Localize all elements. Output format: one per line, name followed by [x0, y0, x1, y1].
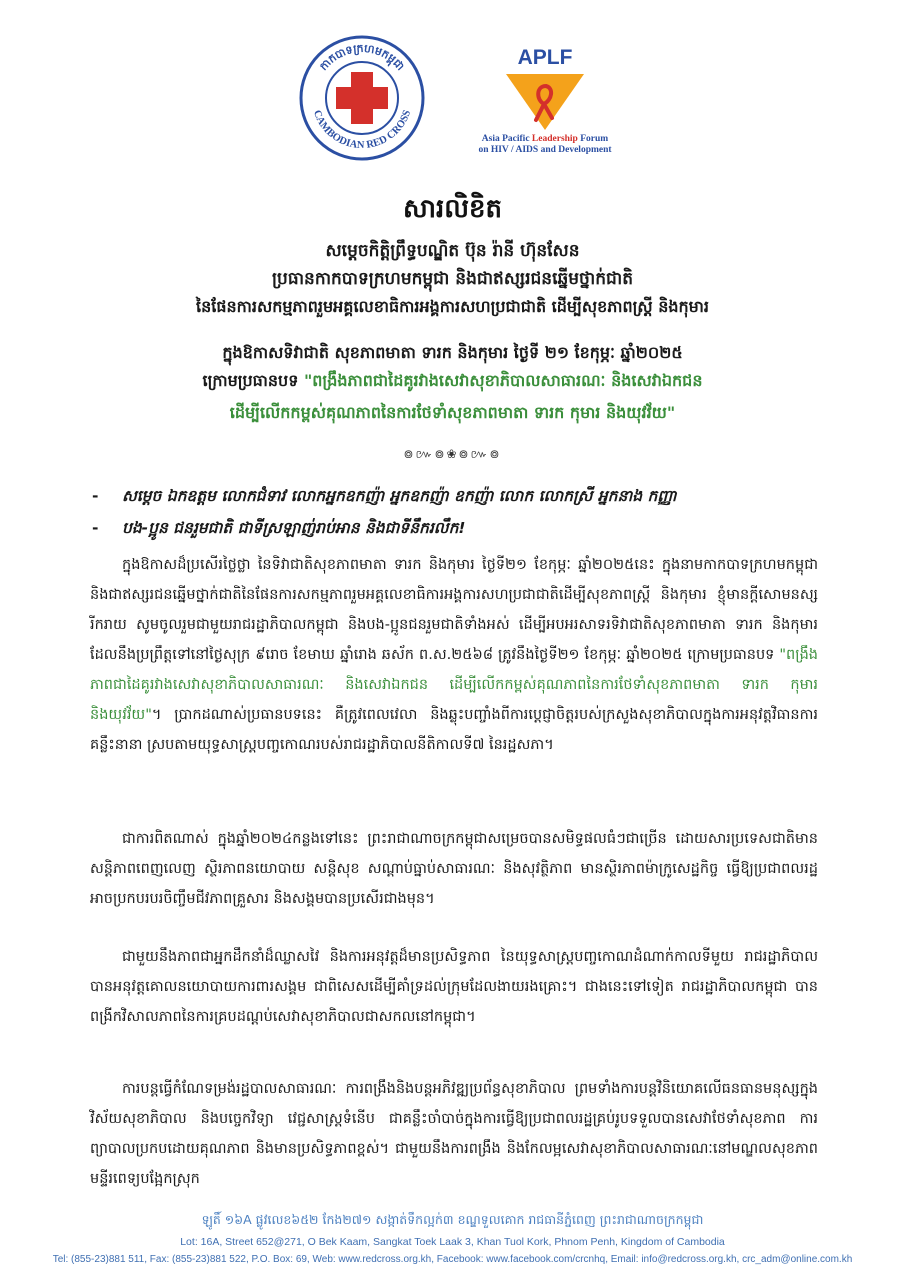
author-name: សម្ដេចកិត្តិព្រឹទ្ធបណ្ឌិត ប៊ុន រ៉ានី ហ៊ុនសែន: [325, 241, 580, 261]
aplf-subtitle: Asia Pacific Leadership Forum on HIV / AIDS and Development: [478, 134, 612, 155]
paragraph: ការបន្តធ្វើកំណែទម្រង់រដ្ឋបាលសាធារណៈ ការពង្រឹងនិងបន្តអភិវឌ្ឍប្រព័ន្ធសុខាភិបាល ព្រមទាំងការបន្តវិនិយោគលើធនធានមនុស្សក្នុងវិស័យសុខាភិបាល និងបច្ចេកវិទ្យា វេជ្ជសាស្ត្រទំនើប ជាគន្លឹះចាំបាច់ក្នុងការធ្វើឱ្យប្រជាពលរដ្ឋគ្រប់រូបទទួលបានសេវាថែទាំសុខភាព ការព្យាបាលប្រកបដោយគុណភាព និងមានប្រសិទ្ធភាពខ្ពស់។ ជាមួយនឹងការពង្រឹង និងកែលម្អសេវាសុខាភិបាលសាធារណៈនៅមណ្ឌលសុខភាព មន្ទីរពេទ្យបង្អែកស្រុក: [90, 1081, 818, 1187]
author-role-2: នៃផែនការសកម្មភាពរួមអគ្គលេខាធិការអង្គការសហប្រជាជាតិ ដើម្បីសុខភាពស្ត្រី និងកុមារ: [196, 297, 709, 316]
aplf-title: APLF: [517, 46, 573, 69]
theme-line: [0, 370, 905, 394]
theme-text-continued: ដើម្បីលើកកម្ពស់គុណភាពនៃការថែទាំសុខភាពមាតា ទារក កុមារ និងយុវវ័យ": [229, 403, 676, 422]
paragraph: ក្នុងឱកាសដ៏ប្រសើរថ្លៃថ្លា នៃទិវាជាតិសុខភាពមាតា ទារក និងកុមារ ថ្ងៃទី២១ ខែកុម្ភៈ ឆ្នាំ២០២៥នេះ ក្នុងនាមកាកបាទក្រហមកម្ពុជា និងជាឥស្សរជនឆ្នើមថ្នាក់ជាតិនៃផែនការសកម្មភាពរួមអគ្គលេខាធិការអង្គការសហប្រជាជាតិដើម្បីសុខភាពស្ត្រី និងកុមារ ខ្ញុំមានក្ដីសោមនស្សរីករាយ សូមចូលរួមជាមួយរាជរដ្ឋាភិបាលកម្ពុជា និងបង-ប្អូនជនរួមជាតិទាំងអស់ ដើម្បីអបអរសាទរទិវាជាតិសុខភាពមាតា ទារក និងកុមារ ដែលនឹងប្រព្រឹត្តទៅនៅថ្ងៃសុក្រ ៩រោច ខែមាឃ ឆ្នាំរោង ឆស័ក ព.ស.២៥៦៨ ត្រូវនឹងថ្ងៃទី២១ ខែកុម្ភៈ ឆ្នាំ២០២៥ ក្រោមប្រធានបទ "ពង្រឹងភាពជាដៃគូរវាងសេវាសុខាភិបាលសាធារណៈ និងសេវាឯកជន ដើម្បីលើកកម្ពស់គុណភាពនៃការថែទាំសុខភាពមាតា ទារក កុមារ និងយុវវ័យ"។ ប្រាកដណាស់ប្រធានបទនេះ គឺត្រូវពេលវេលា និងឆ្លុះបញ្ចាំងពីការប្ដេជ្ញាចិត្តរបស់ក្រសួងសុខាភិបាលក្នុងការអនុវត្តវិធានការគន្លឹះនានា ស្របតាមយុទ្ធសាស្ត្របញ្ចកោណរបស់រាជរដ្ឋាភិបាលនីតិកាលទី៧ នៃរដ្ឋសភា។: [90, 557, 818, 753]
theme-label: ក្រោមប្រធានបទ: [202, 371, 299, 390]
author-role: ប្រធានកាកបាទក្រហមកម្ពុជា និងជាឥស្សរជនឆ្នើមថ្នាក់ជាតិ: [271, 269, 634, 289]
occasion-line: ក្នុងឱកាសទិវាជាតិ សុខភាពមាតា ទារក និងកុមារ ថ្ងៃទី ២១ ខែកុម្ភៈ ឆ្នាំ២០២៥: [222, 343, 683, 362]
theme-quote: "ពង្រឹងភាពជាដៃគូរវាងសេវាសុខាភិបាលសាធារណៈ និងសេវាឯកជន ដើម្បីលើកកម្ពស់គុណភាពនៃការថែទាំសុខភាពមាតា ទារក កុមារ និងយុវវ័យ": [90, 647, 818, 723]
footer-address: Lot: 16A, Street 652@271, O Bek Kaam, Sangkat Toek Laak 3, Khan Tuol Kork, Phnom Penh, Kingdom of Cambodia: [180, 1236, 725, 1248]
footer-contacts: Tel: (855-23)881 511, Fax: (855-23)881 522, P.O. Box: 69, Web: www.redcross.org.kh, Facebook: www.facebook.com/crcnhq, Email: info@redcross.org.kh, crc_adm@online.com.kh: [52, 1254, 853, 1265]
letter-title: សារលិខិត: [402, 194, 503, 224]
paragraph: ជាមួយនឹងភាពជាអ្នកដឹកនាំដ៏ឈ្លាសវៃ និងការអនុវត្តដ៏មានប្រសិទ្ធភាព នៃយុទ្ធសាស្ត្របញ្ចកោណដំណាក់កាលទីមួយ រាជរដ្ឋាភិបាលបានអនុវត្តគោលនយោបាយការពារសង្គម ជាពិសេសដើម្បីគាំទ្រដល់ក្រុមដែលងាយរងគ្រោះ។ ជាងនេះទៅទៀត រាជរដ្ឋាភិបាលកម្ពុជា បានពង្រីកវិសាលភាពនៃការគ្របដណ្ដប់សេវាសុខាភិបាលជាសកលនៅកម្ពុជា។: [90, 949, 818, 1025]
greeting-line: - សម្ដេច ឯកឧត្ដម លោកជំទាវ លោកអ្នកឧកញ៉ា អ្នកឧកញ៉ា ឧកញ៉ា លោក លោកស្រី អ្នកនាង កញ្ញា: [92, 487, 677, 505]
ornament-divider: ៙៚៙❀៙៚៙: [403, 447, 502, 461]
greeting-line: - បង-ប្អូន ជនរួមជាតិ ជាទីស្រឡាញ់រាប់អាន និងជាទីនឹករលឹក!: [92, 519, 466, 537]
svg-text:កាកបាទក្រហមកម្ពុជា: កាកបាទក្រហមកម្ពុជា: [316, 41, 408, 74]
svg-text:CAMBODIAN RED CROSS: CAMBODIAN RED CROSS: [310, 108, 414, 152]
red-ribbon-triangle-icon: [506, 74, 584, 134]
cambodian-red-cross-logo: [298, 34, 426, 162]
theme-text: "ពង្រឹងភាពជាដៃគូរវាងសេវាសុខាភិបាលសាធារណៈ និងសេវាឯកជន: [303, 371, 703, 390]
aplf-logo: [470, 40, 620, 165]
footer-address-khmer: ឡូតិ៍ ១៦A ផ្លូវលេខ៦៥២ កែង២៧១ សង្កាត់ទឹកល្អក់៣ ខណ្ឌទួលគោក រាជធានីភ្នំពេញ ព្រះរាជាណាចក្រកម្ពុជា: [201, 1212, 704, 1227]
paragraph: ជាការពិតណាស់ ក្នុងឆ្នាំ២០២៤កន្លងទៅនេះ ព្រះរាជាណាចក្រកម្ពុជាសម្រេចបានសមិទ្ធផលធំៗជាច្រើន ដោយសារប្រទេសជាតិមានសន្តិភាពពេញលេញ ស្ថិរភាពនយោបាយ សន្តិសុខ សណ្ដាប់ធ្នាប់សាធារណៈ និងសុវត្ថិភាព មានស្ថិរភាពម៉ាក្រូសេដ្ឋកិច្ច ធ្វើឱ្យប្រជាពលរដ្ឋអាចប្រកបរបរចិញ្ចឹមជីវភាពគ្រួសារ និងសង្គមបានប្រសើរជាងមុន។: [90, 831, 818, 907]
